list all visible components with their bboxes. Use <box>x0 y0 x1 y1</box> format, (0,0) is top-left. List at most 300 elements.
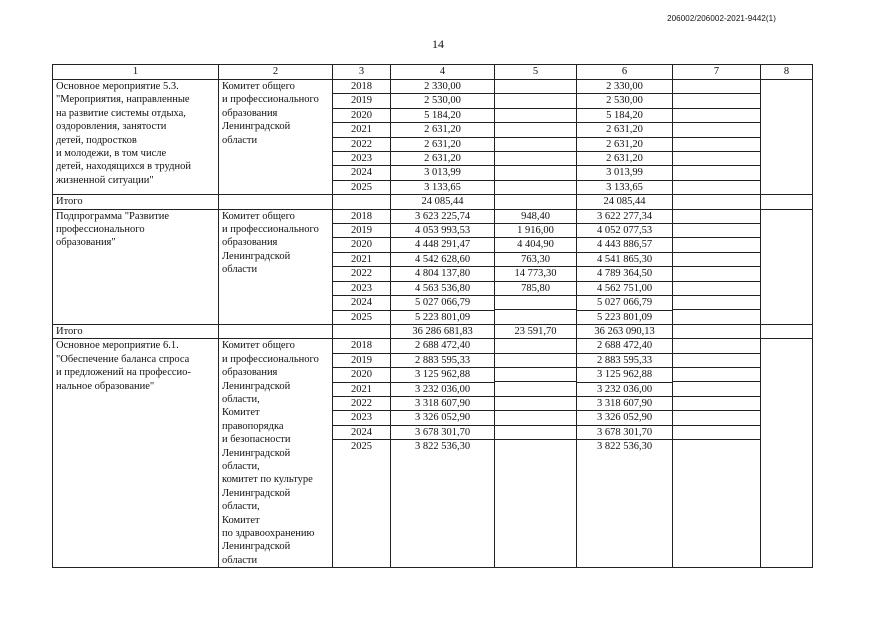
table-row <box>577 238 672 252</box>
column-header: 7 <box>673 65 761 80</box>
table-row <box>495 310 576 324</box>
table-row <box>333 180 390 194</box>
amount-col5-cell <box>495 396 576 410</box>
amount-col6-cell: 2 631,20 <box>577 152 672 166</box>
total-value-col5 <box>495 195 577 209</box>
table-row <box>495 267 576 281</box>
budget-table-container <box>52 64 812 568</box>
year-cell: 2023 <box>333 411 390 425</box>
amount-col4-list <box>391 339 494 453</box>
amount-col7-cell <box>673 396 760 410</box>
table-row <box>333 80 390 94</box>
table-row <box>495 210 576 224</box>
table-row <box>391 425 494 439</box>
amount-col5-cell: 948,40 <box>495 210 576 224</box>
amount-col4-cell: 4 804 137,80 <box>391 267 494 281</box>
year-cell: 2019 <box>333 353 390 367</box>
total-value-col6: 36 263 090,13 <box>577 324 673 338</box>
amount-col5-cell <box>495 151 576 165</box>
table-row <box>673 411 760 425</box>
amount-col6-cell: 5 223 801,09 <box>596 311 653 323</box>
amount-col5-cell <box>495 411 576 425</box>
amount-col4-cell: 4 542 628,60 <box>391 252 494 266</box>
table-row <box>333 339 390 353</box>
amount-col6-cell: 4 052 077,53 <box>577 224 672 238</box>
amount-col7-cell <box>673 411 760 425</box>
amount-col6-cell: 5 184,20 <box>577 108 672 122</box>
amount-col4-cell: 4 448 291,47 <box>391 238 494 252</box>
amount-col4-cell: 3 232 036,00 <box>391 382 494 396</box>
table-row <box>495 339 576 353</box>
year-cell: 2025 <box>351 311 372 323</box>
amount-col7-cell <box>673 310 760 324</box>
table-row <box>391 252 494 266</box>
amount-col6-cell: 4 541 865,30 <box>577 252 672 266</box>
program-row <box>53 209 813 324</box>
amount-col7-cell <box>673 94 760 108</box>
table-row <box>495 224 576 238</box>
table-row <box>391 411 494 425</box>
amount-col4-list <box>391 80 494 194</box>
amount-col7-cell <box>673 339 760 353</box>
table-row <box>391 267 494 281</box>
table-row <box>673 382 760 396</box>
amount-col5-cell <box>495 137 576 151</box>
year-cell: 2024 <box>333 296 390 310</box>
total-value-col5: 23 591,70 <box>495 324 577 338</box>
table-row <box>333 210 390 224</box>
table-row <box>333 310 390 324</box>
amount-col4-cell: 3 125 962,88 <box>391 368 494 382</box>
amount-col5-cell <box>495 80 576 94</box>
program-description: Основное мероприятие 5.3. "Мероприятия, направленные на развитие системы отдыха, оздоровления, занятости детей, подростков и молодежи, в том числе детей, находящихся в трудной жизненной ситуации" <box>53 80 219 195</box>
amount-col4-cell: 2 883 595,33 <box>391 353 494 367</box>
amount-col4-cell: 3 822 536,30 <box>414 441 471 453</box>
table-row <box>673 281 760 295</box>
table-row <box>495 411 576 425</box>
amount-col4-column <box>391 339 495 568</box>
amount-col5-cell <box>495 368 576 382</box>
year-cell: 2021 <box>333 252 390 266</box>
table-row <box>673 94 760 108</box>
amount-col5-cell <box>495 310 576 324</box>
empty-cell <box>333 324 391 338</box>
empty-cell <box>761 324 813 338</box>
year-cell: 2018 <box>333 339 390 353</box>
amount-col5-cell <box>495 108 576 122</box>
table-row <box>391 152 494 166</box>
budget-table <box>52 64 813 568</box>
amount-col7-cell <box>673 281 760 295</box>
column-header: 2 <box>219 65 333 80</box>
table-row <box>391 440 494 454</box>
table-row <box>577 123 672 137</box>
total-row <box>53 195 813 209</box>
table-row <box>391 180 494 194</box>
table-row <box>673 252 760 266</box>
table-row <box>391 353 494 367</box>
amount-col7-cell <box>673 368 760 382</box>
table-row <box>673 425 760 439</box>
table-row <box>577 411 672 425</box>
table-row <box>333 252 390 266</box>
amount-col5-cell: 4 404,90 <box>495 238 576 252</box>
amount-col6-cell: 3 125 962,88 <box>577 368 672 382</box>
amount-col6-cell: 2 631,20 <box>577 137 672 151</box>
column-header: 6 <box>577 65 673 80</box>
amount-col4-cell: 2 530,00 <box>391 94 494 108</box>
year-cell: 2025 <box>351 181 372 193</box>
table-row <box>391 310 494 324</box>
responsible-executor: Комитет общего и профессионального образования Ленинградской области <box>219 209 333 324</box>
amount-col7-cell <box>673 151 760 165</box>
table-row <box>333 440 390 454</box>
year-cell: 2020 <box>333 108 390 122</box>
year-cell: 2018 <box>333 80 390 94</box>
table-row <box>577 166 672 180</box>
table-row <box>333 152 390 166</box>
table-row <box>673 137 760 151</box>
amount-col6-cell: 5 027 066,79 <box>577 296 672 310</box>
table-row <box>495 137 576 151</box>
year-cell: 2022 <box>333 137 390 151</box>
table-row <box>391 339 494 353</box>
table-row <box>673 238 760 252</box>
year-cell: 2023 <box>333 281 390 295</box>
year-list <box>333 80 390 194</box>
table-row <box>495 368 576 382</box>
year-cell: 2023 <box>333 152 390 166</box>
table-row <box>673 123 760 137</box>
table-row <box>333 396 390 410</box>
table-row <box>577 180 672 194</box>
table-row <box>495 108 576 122</box>
amount-col5-cell <box>495 425 576 439</box>
amount-col6-column <box>577 339 673 568</box>
amount-col5-cell: 763,30 <box>495 252 576 266</box>
amount-col4-list <box>391 210 494 324</box>
table-row <box>577 296 672 310</box>
table-row <box>673 210 760 224</box>
table-row <box>391 382 494 396</box>
amount-col5-list <box>495 80 576 194</box>
table-row <box>333 238 390 252</box>
document-id: 206002/206002-2021-9442(1) <box>667 14 776 23</box>
amount-col5-list <box>495 210 576 324</box>
amount-col7-cell <box>673 224 760 238</box>
total-label: Итого <box>53 195 219 209</box>
amount-col6-cell: 4 443 886,57 <box>577 238 672 252</box>
amount-col7-column <box>673 209 761 324</box>
table-row <box>391 238 494 252</box>
amount-col6-list <box>577 339 672 453</box>
total-value-col4: 24 085,44 <box>391 195 495 209</box>
table-row <box>577 368 672 382</box>
table-row <box>333 267 390 281</box>
amount-col5-cell <box>495 296 576 310</box>
table-row <box>333 123 390 137</box>
amount-col6-cell: 4 562 751,00 <box>577 281 672 295</box>
amount-col5-cell <box>495 353 576 367</box>
amount-col6-cell: 2 530,00 <box>577 94 672 108</box>
year-cell: 2025 <box>351 441 372 453</box>
table-row <box>673 310 760 324</box>
amount-col5-cell <box>495 382 576 396</box>
column-header: 3 <box>333 65 391 80</box>
table-row <box>577 137 672 151</box>
table-row <box>333 368 390 382</box>
table-row <box>391 224 494 238</box>
table-row <box>673 108 760 122</box>
table-row <box>673 440 760 454</box>
amount-col4-cell: 3 013,99 <box>391 166 494 180</box>
amount-col5-column <box>495 209 577 324</box>
year-column <box>333 209 391 324</box>
table-row <box>673 339 760 353</box>
empty-cell <box>761 80 813 195</box>
table-row <box>577 267 672 281</box>
amount-col4-cell: 3 623 225,74 <box>391 210 494 224</box>
table-row <box>577 94 672 108</box>
amount-col4-cell: 3 133,65 <box>424 181 461 193</box>
table-row <box>577 310 672 324</box>
table-body <box>53 80 813 568</box>
amount-col5-cell <box>495 339 576 353</box>
table-row <box>495 353 576 367</box>
table-row <box>673 353 760 367</box>
program-description: Основное мероприятие 6.1. "Обеспечение баланса спроса и предложений на профессио- нальное образование" <box>53 339 219 568</box>
table-row <box>577 281 672 295</box>
table-row <box>391 123 494 137</box>
amount-col4-cell: 2 631,20 <box>391 123 494 137</box>
table-row <box>333 411 390 425</box>
amount-col7-cell <box>673 440 760 454</box>
column-header: 5 <box>495 65 577 80</box>
amount-col6-cell: 3 622 277,34 <box>577 210 672 224</box>
table-row <box>333 296 390 310</box>
amount-col5-list <box>495 339 576 453</box>
total-row <box>53 324 813 338</box>
year-cell: 2020 <box>333 238 390 252</box>
amount-col6-column <box>577 80 673 195</box>
amount-col6-cell: 3 232 036,00 <box>577 382 672 396</box>
amount-col4-cell: 5 223 801,09 <box>414 311 471 323</box>
table-row <box>577 339 672 353</box>
amount-col6-cell: 3 013,99 <box>577 166 672 180</box>
table-row <box>495 166 576 180</box>
table-row <box>333 137 390 151</box>
year-list <box>333 339 390 453</box>
table-row <box>673 267 760 281</box>
amount-col4-cell: 2 688 472,40 <box>391 339 494 353</box>
table-row <box>673 80 760 94</box>
table-row <box>495 425 576 439</box>
amount-col6-list <box>577 210 672 324</box>
amount-col7-column <box>673 80 761 195</box>
amount-col7-cell <box>673 123 760 137</box>
total-label: Итого <box>53 324 219 338</box>
amount-col7-cell <box>673 267 760 281</box>
year-cell: 2020 <box>333 368 390 382</box>
amount-col4-cell: 5 027 066,79 <box>391 296 494 310</box>
table-row <box>577 224 672 238</box>
amount-col7-list <box>673 339 760 453</box>
empty-cell <box>673 195 761 209</box>
amount-col4-cell: 4 563 536,80 <box>391 281 494 295</box>
table-row <box>333 108 390 122</box>
column-header: 1 <box>53 65 219 80</box>
amount-col7-cell <box>673 252 760 266</box>
column-header: 4 <box>391 65 495 80</box>
column-header: 8 <box>761 65 813 80</box>
table-row <box>333 224 390 238</box>
table-row <box>333 353 390 367</box>
table-row <box>577 396 672 410</box>
table-row <box>673 151 760 165</box>
table-row <box>333 281 390 295</box>
table-row <box>391 210 494 224</box>
table-row <box>495 80 576 94</box>
amount-col4-cell: 2 631,20 <box>391 137 494 151</box>
amount-col4-column <box>391 209 495 324</box>
empty-cell <box>219 195 333 209</box>
table-row <box>577 210 672 224</box>
amount-col6-cell: 3 133,65 <box>606 181 643 193</box>
responsible-executor: Комитет общего и профессионального образования Ленинградской области <box>219 80 333 195</box>
amount-col7-cell <box>673 238 760 252</box>
table-row <box>577 440 672 454</box>
amount-col4-cell: 5 184,20 <box>391 108 494 122</box>
amount-col6-cell: 4 789 364,50 <box>577 267 672 281</box>
amount-col6-column <box>577 209 673 324</box>
responsible-executor: Комитет общего и профессионального образования Ленинградской области, Комитет правопорядка и безопасности Ленинградской области, комитет по культуре Ленинградской области, Комитет по здравоохранению Ленинградской области <box>219 339 333 568</box>
amount-col5-cell: 785,80 <box>495 281 576 295</box>
amount-col5-cell <box>495 166 576 180</box>
program-description: Подпрограмма "Развитие профессионального образования" <box>53 209 219 324</box>
table-row <box>495 252 576 266</box>
amount-col5-cell: 14 773,30 <box>495 267 576 281</box>
year-cell: 2024 <box>333 166 390 180</box>
table-row <box>333 166 390 180</box>
table-row <box>673 166 760 180</box>
amount-col5-cell <box>495 94 576 108</box>
amount-col7-cell <box>673 353 760 367</box>
amount-col7-cell <box>673 296 760 310</box>
year-list <box>333 210 390 324</box>
table-row <box>673 296 760 310</box>
amount-col5-cell <box>495 440 576 454</box>
amount-col6-list <box>577 80 672 194</box>
amount-col5-cell <box>495 123 576 137</box>
table-row <box>577 252 672 266</box>
year-cell: 2021 <box>333 123 390 137</box>
amount-col7-cell <box>673 425 760 439</box>
table-row <box>495 238 576 252</box>
amount-col7-cell <box>673 382 760 396</box>
amount-col7-list <box>673 210 760 324</box>
amount-col6-cell: 3 678 301,70 <box>577 425 672 439</box>
table-row <box>495 94 576 108</box>
amount-col7-cell <box>673 210 760 224</box>
table-row <box>673 368 760 382</box>
amount-col7-cell <box>673 166 760 180</box>
table-row <box>495 296 576 310</box>
table-row <box>495 382 576 396</box>
amount-col5-cell: 1 916,00 <box>495 224 576 238</box>
table-row <box>673 396 760 410</box>
empty-cell <box>673 324 761 338</box>
empty-cell <box>333 195 391 209</box>
year-cell: 2022 <box>333 267 390 281</box>
year-column <box>333 339 391 568</box>
amount-col6-cell: 2 631,20 <box>577 123 672 137</box>
amount-col4-cell: 3 678 301,70 <box>391 425 494 439</box>
empty-cell <box>761 209 813 324</box>
table-row <box>495 151 576 165</box>
amount-col6-cell: 3 822 536,30 <box>596 441 653 453</box>
year-cell: 2019 <box>333 224 390 238</box>
table-row <box>495 281 576 295</box>
table-row <box>391 80 494 94</box>
total-value-col4: 36 286 681,83 <box>391 324 495 338</box>
year-cell: 2018 <box>333 210 390 224</box>
table-row <box>333 382 390 396</box>
amount-col6-cell: 3 318 607,90 <box>577 396 672 410</box>
amount-col4-cell: 3 318 607,90 <box>391 396 494 410</box>
table-row <box>391 396 494 410</box>
amount-col7-cell <box>673 80 760 94</box>
table-row <box>391 296 494 310</box>
table-row <box>577 152 672 166</box>
page-number: 14 <box>432 37 444 51</box>
table-row <box>333 94 390 108</box>
table-row <box>391 166 494 180</box>
year-cell: 2019 <box>333 94 390 108</box>
amount-col7-cell <box>673 137 760 151</box>
table-row <box>673 180 760 194</box>
amount-col4-cell: 2 631,20 <box>391 152 494 166</box>
amount-col4-column <box>391 80 495 195</box>
empty-cell <box>219 324 333 338</box>
year-cell: 2024 <box>333 425 390 439</box>
table-row <box>495 180 576 194</box>
amount-col4-cell: 3 326 052,90 <box>391 411 494 425</box>
amount-col7-cell <box>673 180 760 194</box>
table-row <box>577 425 672 439</box>
empty-cell <box>761 339 813 568</box>
program-row <box>53 80 813 195</box>
amount-col4-cell: 2 330,00 <box>391 80 494 94</box>
amount-col7-list <box>673 80 760 194</box>
column-number-row <box>53 65 813 80</box>
year-column <box>333 80 391 195</box>
amount-col4-cell: 4 053 993,53 <box>391 224 494 238</box>
table-row <box>495 123 576 137</box>
amount-col6-cell: 2 883 595,33 <box>577 353 672 367</box>
amount-col6-cell: 3 326 052,90 <box>577 411 672 425</box>
table-row <box>391 368 494 382</box>
amount-col5-column <box>495 80 577 195</box>
table-row <box>391 94 494 108</box>
table-row <box>391 281 494 295</box>
empty-cell <box>761 195 813 209</box>
amount-col7-cell <box>673 108 760 122</box>
table-row <box>391 108 494 122</box>
table-row <box>577 80 672 94</box>
total-value-col6: 24 085,44 <box>577 195 673 209</box>
amount-col5-column <box>495 339 577 568</box>
table-row <box>577 353 672 367</box>
